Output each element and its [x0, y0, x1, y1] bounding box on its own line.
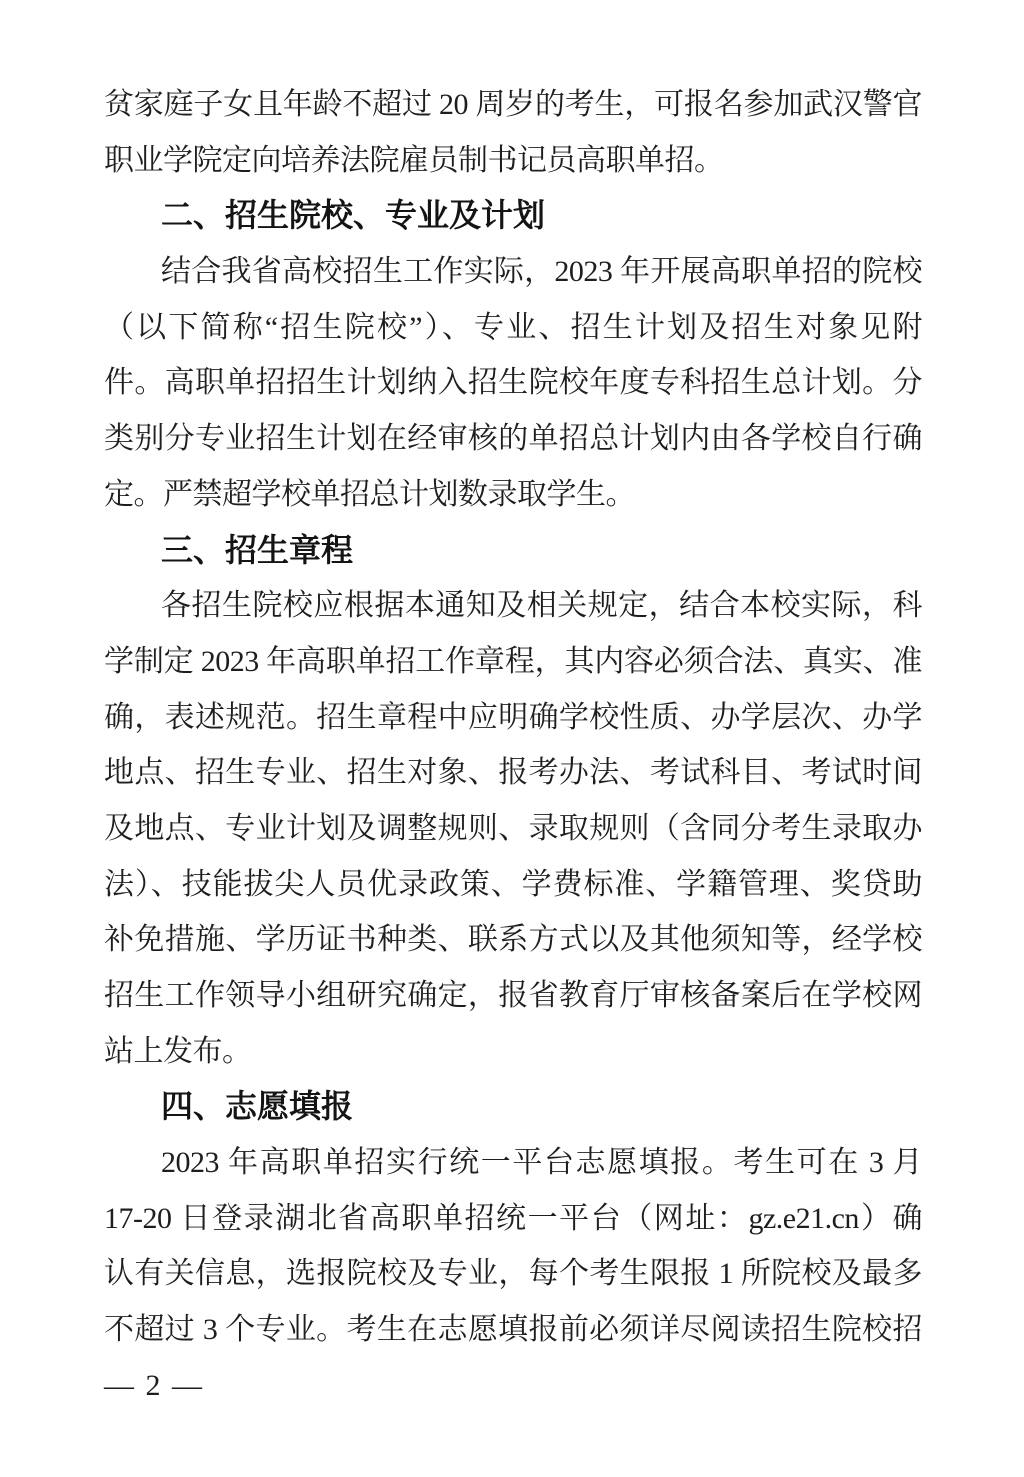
text-line: 招生工作领导小组研究确定，报省教育厅审核备案后在学校网	[104, 979, 922, 1012]
text-line: 定。严禁超学校单招总计划数录取学生。	[104, 477, 635, 511]
section-heading-4: 四、志愿填报	[161, 1088, 354, 1125]
section-heading-3: 三、招生章程	[161, 531, 354, 568]
text-line: 认有关信息，选报院校及专业，每个考生限报 1 所院校及最多	[104, 1257, 922, 1291]
text-line: 及地点、专业计划及调整规则、录取规则（含同分考生录取办	[104, 811, 922, 845]
text-line: 站上发布。	[104, 1034, 252, 1068]
text-line: 学制定 2023 年高职单招工作章程，其内容必须合法、真实、准	[104, 644, 922, 678]
page-number: — 2 —	[104, 1368, 204, 1402]
document-content	[104, 0, 922, 1414]
text-line: 确，表述规范。招生章程中应明确学校性质、办学层次、办学	[104, 700, 922, 734]
text-line: 件。高职单招招生计划纳入招生院校年度专科招生总计划。分	[104, 366, 922, 400]
text-line: 17-20 日登录湖北省高职单招统一平台（网址：gz.e21.cn）确	[104, 1201, 922, 1235]
text-line: 地点、招生专业、招生对象、报考办法、考试科目、考试时间	[104, 756, 922, 790]
text-line: 2023 年高职单招实行统一平台志愿填报。考生可在 3 月	[161, 1146, 922, 1180]
text-line: 类别分专业招生计划在经审核的单招总计划内由各学校自行确	[104, 422, 922, 456]
text-line: 结合我省高校招生工作实际，2023 年开展高职单招的院校	[161, 255, 922, 289]
text-line: 各招生院校应根据本通知及相关规定，结合本校实际，科	[161, 589, 922, 623]
text-line: 贫家庭子女且年龄不超过 20 周岁的考生，可报名参加武汉警官	[104, 88, 922, 121]
text-line: 职业学院定向培养法院雇员制书记员高职单招。	[104, 143, 724, 177]
section-heading-2: 二、招生院校、专业及计划	[161, 197, 546, 234]
text-line: 补免措施、学历证书种类、联系方式以及其他须知等，经学校	[104, 923, 922, 957]
text-line: （以下简称“招生院校”）、专业、招生计划及招生对象见附	[104, 310, 922, 344]
text-line: 法）、技能拔尖人员优录政策、学费标准、学籍管理、奖贷助	[104, 867, 922, 901]
text-line: 不超过 3 个专业。考生在志愿填报前必须详尽阅读招生院校招	[104, 1313, 922, 1347]
